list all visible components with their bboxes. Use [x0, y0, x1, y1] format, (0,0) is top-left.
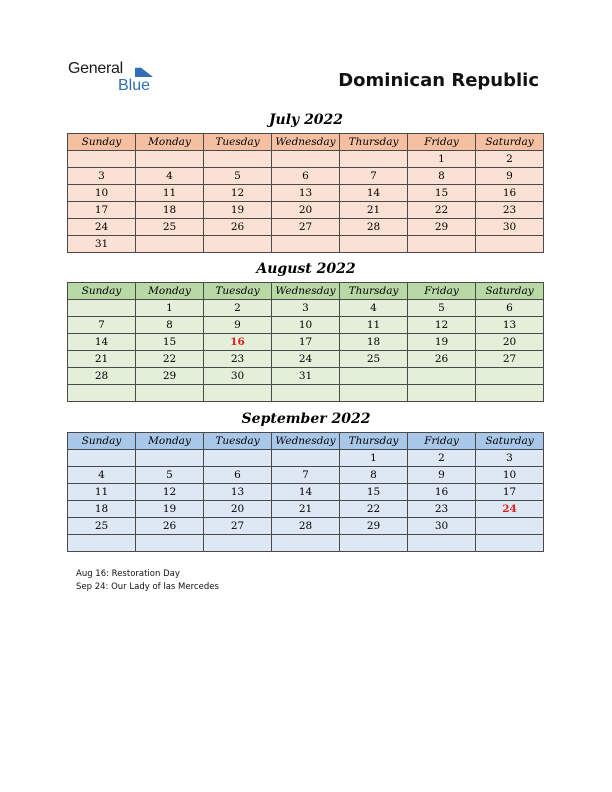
day-cell: 17	[68, 202, 136, 219]
weekday-header: Friday	[408, 134, 476, 151]
day-cell: 29	[340, 518, 408, 535]
day-cell	[408, 385, 476, 402]
logo-text-general: General	[68, 60, 123, 77]
day-cell	[272, 535, 340, 552]
day-cell: 30	[476, 219, 544, 236]
day-cell: 12	[408, 317, 476, 334]
day-cell: 19	[408, 334, 476, 351]
day-cell: 9	[476, 168, 544, 185]
weekday-header-row	[68, 134, 544, 151]
day-cell: 4	[340, 300, 408, 317]
holiday-note: Aug 16: Restoration Day	[76, 569, 180, 579]
day-cell: 29	[408, 219, 476, 236]
week-row	[68, 351, 544, 368]
week-row	[68, 501, 544, 518]
day-cell	[408, 236, 476, 253]
day-cell: 17	[476, 484, 544, 501]
day-cell: 5	[136, 467, 204, 484]
day-cell: 13	[272, 185, 340, 202]
day-cell	[136, 236, 204, 253]
holiday-note: Sep 24: Our Lady of las Mercedes	[76, 581, 219, 592]
day-cell: 20	[204, 501, 272, 518]
day-cell: 16	[476, 185, 544, 202]
logo-text-blue: Blue	[118, 77, 151, 94]
day-cell	[272, 385, 340, 402]
day-cell: 25	[68, 518, 136, 535]
day-cell: 8	[136, 317, 204, 334]
month-title-july: July 2022	[268, 112, 344, 128]
day-cell	[272, 151, 340, 168]
day-cell	[68, 151, 136, 168]
weekday-header: Monday	[136, 283, 204, 300]
day-cell: 18	[68, 501, 136, 518]
day-cell: 10	[68, 185, 136, 202]
week-row	[68, 535, 544, 552]
day-cell: 7	[340, 168, 408, 185]
day-cell: 27	[272, 219, 340, 236]
weekday-header: Sunday	[68, 283, 136, 300]
weekday-header: Friday	[408, 433, 476, 450]
day-cell: 12	[136, 484, 204, 501]
day-cell: 5	[204, 168, 272, 185]
day-cell: 29	[136, 368, 204, 385]
day-cell	[340, 151, 408, 168]
day-cell: 20	[272, 202, 340, 219]
week-row	[68, 300, 544, 317]
day-cell: 8	[408, 168, 476, 185]
day-cell: 16	[408, 484, 476, 501]
day-cell: 11	[136, 185, 204, 202]
day-cell: 30	[408, 518, 476, 535]
weekday-header: Monday	[136, 433, 204, 450]
day-cell: 18	[136, 202, 204, 219]
day-cell: 1	[408, 151, 476, 168]
day-cell: 17	[272, 334, 340, 351]
day-cell: 22	[408, 202, 476, 219]
logo	[68, 60, 168, 96]
day-cell	[272, 236, 340, 253]
day-cell: 4	[136, 168, 204, 185]
weekday-header: Thursday	[340, 283, 408, 300]
day-cell: 18	[340, 334, 408, 351]
weekday-header: Sunday	[68, 134, 136, 151]
day-cell	[136, 385, 204, 402]
day-cell: 26	[408, 351, 476, 368]
day-cell: 9	[204, 317, 272, 334]
week-row	[68, 317, 544, 334]
day-cell: 31	[272, 368, 340, 385]
day-cell: 31	[68, 236, 136, 253]
week-row	[68, 518, 544, 535]
weekday-header: Saturday	[476, 433, 544, 450]
day-cell: 25	[340, 351, 408, 368]
day-cell: 15	[136, 334, 204, 351]
day-cell: 3	[476, 450, 544, 467]
day-cell: 10	[476, 467, 544, 484]
weekday-header: Wednesday	[272, 134, 340, 151]
week-row	[68, 368, 544, 385]
week-row	[68, 151, 544, 168]
week-row	[68, 236, 544, 253]
country-title: Dominican Republic	[338, 70, 539, 91]
day-cell	[408, 535, 476, 552]
day-cell	[68, 535, 136, 552]
day-cell: 21	[272, 501, 340, 518]
logo-triangle-icon	[135, 63, 153, 77]
day-cell: 11	[340, 317, 408, 334]
day-cell: 14	[340, 185, 408, 202]
day-cell: 14	[272, 484, 340, 501]
day-cell: 3	[272, 300, 340, 317]
day-cell	[340, 385, 408, 402]
day-cell	[136, 151, 204, 168]
weekday-header-row	[68, 283, 544, 300]
day-cell	[68, 385, 136, 402]
day-cell: 23	[204, 351, 272, 368]
week-row	[68, 467, 544, 484]
weekday-header: Tuesday	[204, 134, 272, 151]
weekday-header: Sunday	[68, 433, 136, 450]
weekday-header: Wednesday	[272, 283, 340, 300]
day-cell	[136, 535, 204, 552]
day-cell: 6	[204, 467, 272, 484]
day-cell: 26	[136, 518, 204, 535]
day-cell: 19	[204, 202, 272, 219]
weekday-header: Saturday	[476, 134, 544, 151]
day-cell: 7	[272, 467, 340, 484]
day-cell: 16	[204, 334, 272, 351]
day-cell: 14	[68, 334, 136, 351]
day-cell: 8	[340, 467, 408, 484]
day-cell	[204, 236, 272, 253]
day-cell: 3	[68, 168, 136, 185]
week-row	[68, 334, 544, 351]
day-cell: 1	[340, 450, 408, 467]
day-cell: 24	[272, 351, 340, 368]
day-cell: 30	[204, 368, 272, 385]
day-cell	[340, 535, 408, 552]
day-cell: 10	[272, 317, 340, 334]
day-cell: 13	[204, 484, 272, 501]
day-cell: 2	[408, 450, 476, 467]
day-cell	[476, 535, 544, 552]
day-cell: 28	[340, 219, 408, 236]
holiday-notes	[76, 568, 219, 593]
day-cell	[476, 385, 544, 402]
day-cell: 28	[272, 518, 340, 535]
day-cell: 28	[68, 368, 136, 385]
day-cell	[136, 450, 204, 467]
day-cell	[204, 151, 272, 168]
week-row	[68, 450, 544, 467]
weekday-header-row	[68, 433, 544, 450]
day-cell: 22	[136, 351, 204, 368]
calendar-september	[67, 432, 544, 552]
day-cell: 21	[340, 202, 408, 219]
day-cell	[408, 368, 476, 385]
weekday-header: Tuesday	[204, 433, 272, 450]
day-cell: 26	[204, 219, 272, 236]
day-cell: 23	[408, 501, 476, 518]
weekday-header: Wednesday	[272, 433, 340, 450]
day-cell: 25	[136, 219, 204, 236]
day-cell: 6	[476, 300, 544, 317]
weekday-header: Friday	[408, 283, 476, 300]
day-cell: 27	[204, 518, 272, 535]
month-title-september: September 2022	[241, 411, 371, 427]
day-cell	[476, 236, 544, 253]
day-cell: 12	[204, 185, 272, 202]
day-cell: 19	[136, 501, 204, 518]
day-cell: 4	[68, 467, 136, 484]
day-cell: 15	[408, 185, 476, 202]
day-cell: 27	[476, 351, 544, 368]
day-cell	[476, 518, 544, 535]
day-cell: 22	[340, 501, 408, 518]
weekday-header: Tuesday	[204, 283, 272, 300]
day-cell: 20	[476, 334, 544, 351]
day-cell: 24	[476, 501, 544, 518]
weekday-header: Monday	[136, 134, 204, 151]
week-row	[68, 219, 544, 236]
day-cell: 7	[68, 317, 136, 334]
calendar-august	[67, 282, 544, 402]
day-cell: 9	[408, 467, 476, 484]
day-cell	[68, 300, 136, 317]
day-cell: 6	[272, 168, 340, 185]
day-cell: 1	[136, 300, 204, 317]
weekday-header: Thursday	[340, 134, 408, 151]
day-cell: 21	[68, 351, 136, 368]
day-cell: 15	[340, 484, 408, 501]
day-cell: 5	[408, 300, 476, 317]
week-row	[68, 185, 544, 202]
day-cell: 2	[476, 151, 544, 168]
month-title-august: August 2022	[256, 261, 356, 277]
day-cell	[476, 368, 544, 385]
weekday-header: Saturday	[476, 283, 544, 300]
day-cell: 24	[68, 219, 136, 236]
day-cell: 2	[204, 300, 272, 317]
week-row	[68, 202, 544, 219]
day-cell	[204, 535, 272, 552]
day-cell	[68, 450, 136, 467]
day-cell	[204, 385, 272, 402]
day-cell	[204, 450, 272, 467]
day-cell: 23	[476, 202, 544, 219]
calendar-july	[67, 133, 544, 253]
day-cell: 13	[476, 317, 544, 334]
week-row	[68, 484, 544, 501]
day-cell	[272, 450, 340, 467]
day-cell	[340, 368, 408, 385]
day-cell: 11	[68, 484, 136, 501]
week-row	[68, 385, 544, 402]
weekday-header: Thursday	[340, 433, 408, 450]
day-cell	[340, 236, 408, 253]
week-row	[68, 168, 544, 185]
